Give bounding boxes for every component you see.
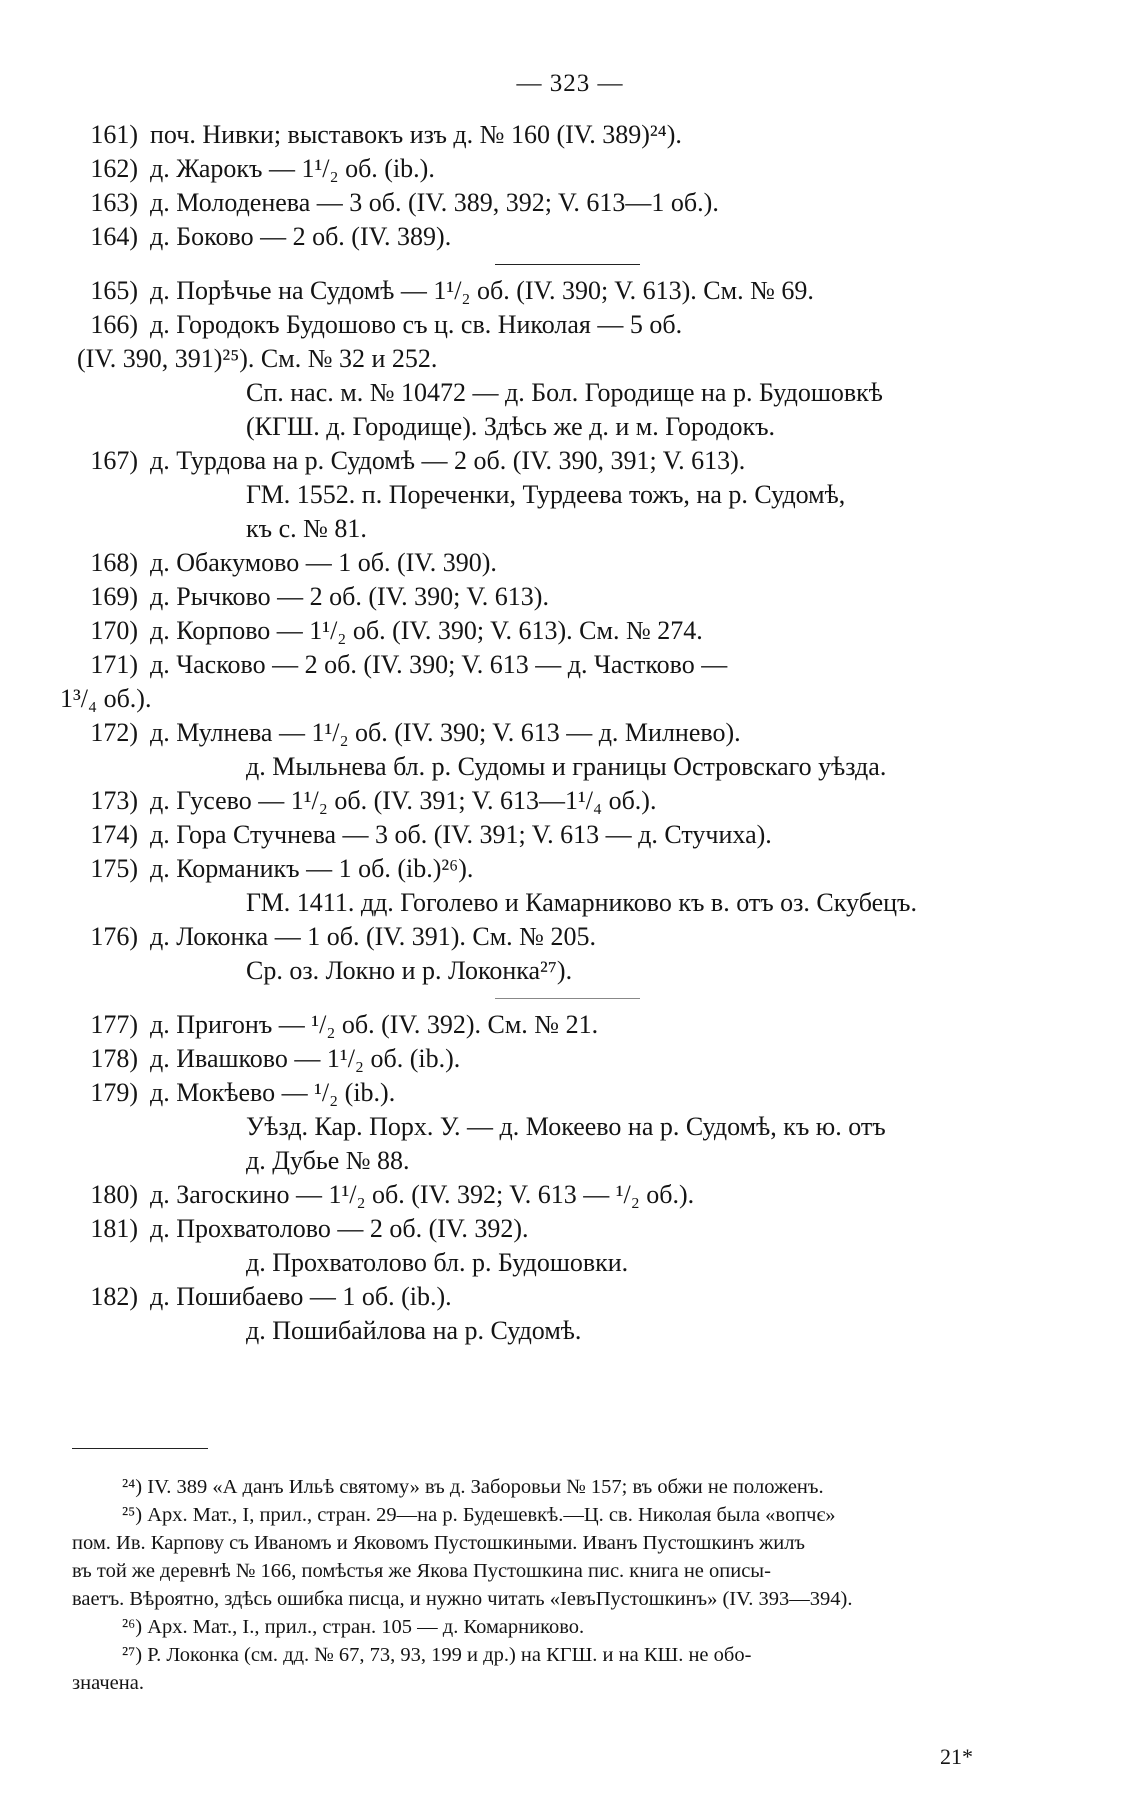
page-number: — 323 —: [516, 70, 624, 97]
footnote-25-line: ваетъ. Вѣроятно, здѣсь ошибка писца, и нужно читать «ІевъПустошкинъ» (IV. 393—394).: [72, 1588, 853, 1610]
entry-174: 174) д. Гора Стучнева — 3 об. (IV. 391; V. 613 — д. Стучиха).: [90, 820, 772, 849]
entry-172-note: д. Мыльнева бл. р. Судомы и границы Островскаго уѣзда.: [246, 752, 887, 781]
entry-181: 181) д. Прохватолово — 2 об. (IV. 392).: [90, 1214, 529, 1243]
entry-182-note: д. Пошибайлова на р. Судомѣ.: [246, 1316, 582, 1345]
footnote-24: ²⁴) IV. 389 «А данъ Ильѣ святому» въ д. Заборовьи № 157; въ обжи не положенъ.: [122, 1476, 824, 1498]
footnote-26: ²⁶) Арх. Мат., I., прил., стран. 105 — д. Комарниково.: [122, 1616, 585, 1638]
footnote-25-line: въ той же деревнѣ № 166, помѣстья же Якова Пустошкина пис. книга не описы-: [72, 1560, 771, 1582]
entry-180: 180) д. Загоскино — 1¹/₂ об. (IV. 392; V. 613 — ¹/₂ об.).: [90, 1180, 695, 1209]
entry-179: 179) д. Мокѣево — ¹/₂ (ib.).: [90, 1078, 396, 1107]
entry-179-note: Уѣзд. Кар. Порх. У. — д. Мокеево на р. Судомѣ, къ ю. отъ: [246, 1112, 886, 1141]
entry-167: 167) д. Турдова на р. Судомѣ — 2 об. (IV. 390, 391; V. 613).: [90, 446, 746, 475]
entry-162: 162) д. Жарокъ — 1¹/₂ об. (ib.).: [90, 154, 435, 183]
entry-166: 166) д. Городокъ Будошово съ ц. св. Николая — 5 об.: [90, 310, 683, 339]
entry-177: 177) д. Пригонъ — ¹/₂ об. (IV. 392). См. № 21.: [90, 1010, 599, 1039]
section-divider: [495, 998, 640, 999]
entry-list: [0, 118, 1140, 1348]
entry-166-note: Сп. нас. м. № 10472 — д. Бол. Городище на р. Будошовкѣ: [246, 378, 883, 407]
footnote-25: ²⁵) Арх. Мат., I, прил., стран. 29—на р. Будешевкѣ.—Ц. св. Николая была «вопчє»: [122, 1504, 836, 1526]
entry-164: 164) д. Боково — 2 об. (IV. 389).: [90, 222, 452, 251]
entry-169: 169) д. Рычково — 2 об. (IV. 390; V. 613).: [90, 582, 549, 611]
section-divider: [495, 264, 640, 265]
entry-167-note: къ с. № 81.: [246, 514, 367, 543]
footnote-rule: [72, 1448, 208, 1449]
entry-178: 178) д. Ивашково — 1¹/₂ об. (ib.).: [90, 1044, 461, 1073]
footnote-27-line: значена.: [72, 1672, 144, 1694]
entry-165: 165) д. Порѣчье на Судомѣ — 1¹/₂ об. (IV. 390; V. 613). См. № 69.: [90, 276, 814, 305]
entry-167-note: ГМ. 1552. п. Пореченки, Турдеева тожъ, на р. Судомѣ,: [246, 480, 846, 509]
footnote-25-line: пом. Ив. Карпову съ Иваномъ и Яковомъ Пустошкиными. Иванъ Пустошкинъ жилъ: [72, 1532, 806, 1554]
entry-163: 163) д. Молоденева — 3 об. (IV. 389, 392; V. 613—1 об.).: [90, 188, 719, 217]
footnote-27: ²⁷) Р. Локонка (см. дд. № 67, 73, 93, 199 и др.) на КГШ. и на КШ. не обо-: [122, 1644, 752, 1666]
entry-175-note: ГМ. 1411. дд. Гоголево и Камарниково къ в. отъ оз. Скубецъ.: [246, 888, 917, 917]
entry-179-note: д. Дубье № 88.: [246, 1146, 410, 1175]
entry-176-note: Ср. оз. Локно и р. Локонка²⁷).: [246, 956, 573, 985]
entry-161: 161) поч. Нивки; выставокъ изъ д. № 160 (IV. 389)²⁴).: [90, 120, 682, 149]
entry-175: 175) д. Корманикъ — 1 об. (ib.)²⁶).: [90, 854, 474, 883]
entry-176: 176) д. Локонка — 1 об. (IV. 391). См. № 205.: [90, 922, 596, 951]
footnotes: [72, 1473, 1068, 1697]
entry-171: 171) д. Часково — 2 об. (IV. 390; V. 613 — д. Частково —: [90, 650, 728, 679]
entry-171-continuation: 1³/₄ об.).: [60, 684, 152, 713]
signature-mark: 21*: [940, 1744, 973, 1769]
entry-181-note: д. Прохватолово бл. р. Будошовки.: [246, 1248, 629, 1277]
entry-182: 182) д. Пошибаево — 1 об. (ib.).: [90, 1282, 452, 1311]
entry-172: 172) д. Мулнева — 1¹/₂ об. (IV. 390; V. 613 — д. Милнево).: [90, 718, 741, 747]
entry-166-continuation: (IV. 390, 391)²⁵). См. № 32 и 252.: [77, 344, 438, 373]
entry-173: 173) д. Гусево — 1¹/₂ об. (IV. 391; V. 613—1¹/₄ об.).: [90, 786, 657, 815]
entry-170: 170) д. Корпово — 1¹/₂ об. (IV. 390; V. 613). См. № 274.: [90, 616, 703, 645]
entry-168: 168) д. Обакумово — 1 об. (IV. 390).: [90, 548, 497, 577]
entry-166-note: (КГШ. д. Городище). Здѣсь же д. и м. Городокъ.: [246, 412, 776, 441]
